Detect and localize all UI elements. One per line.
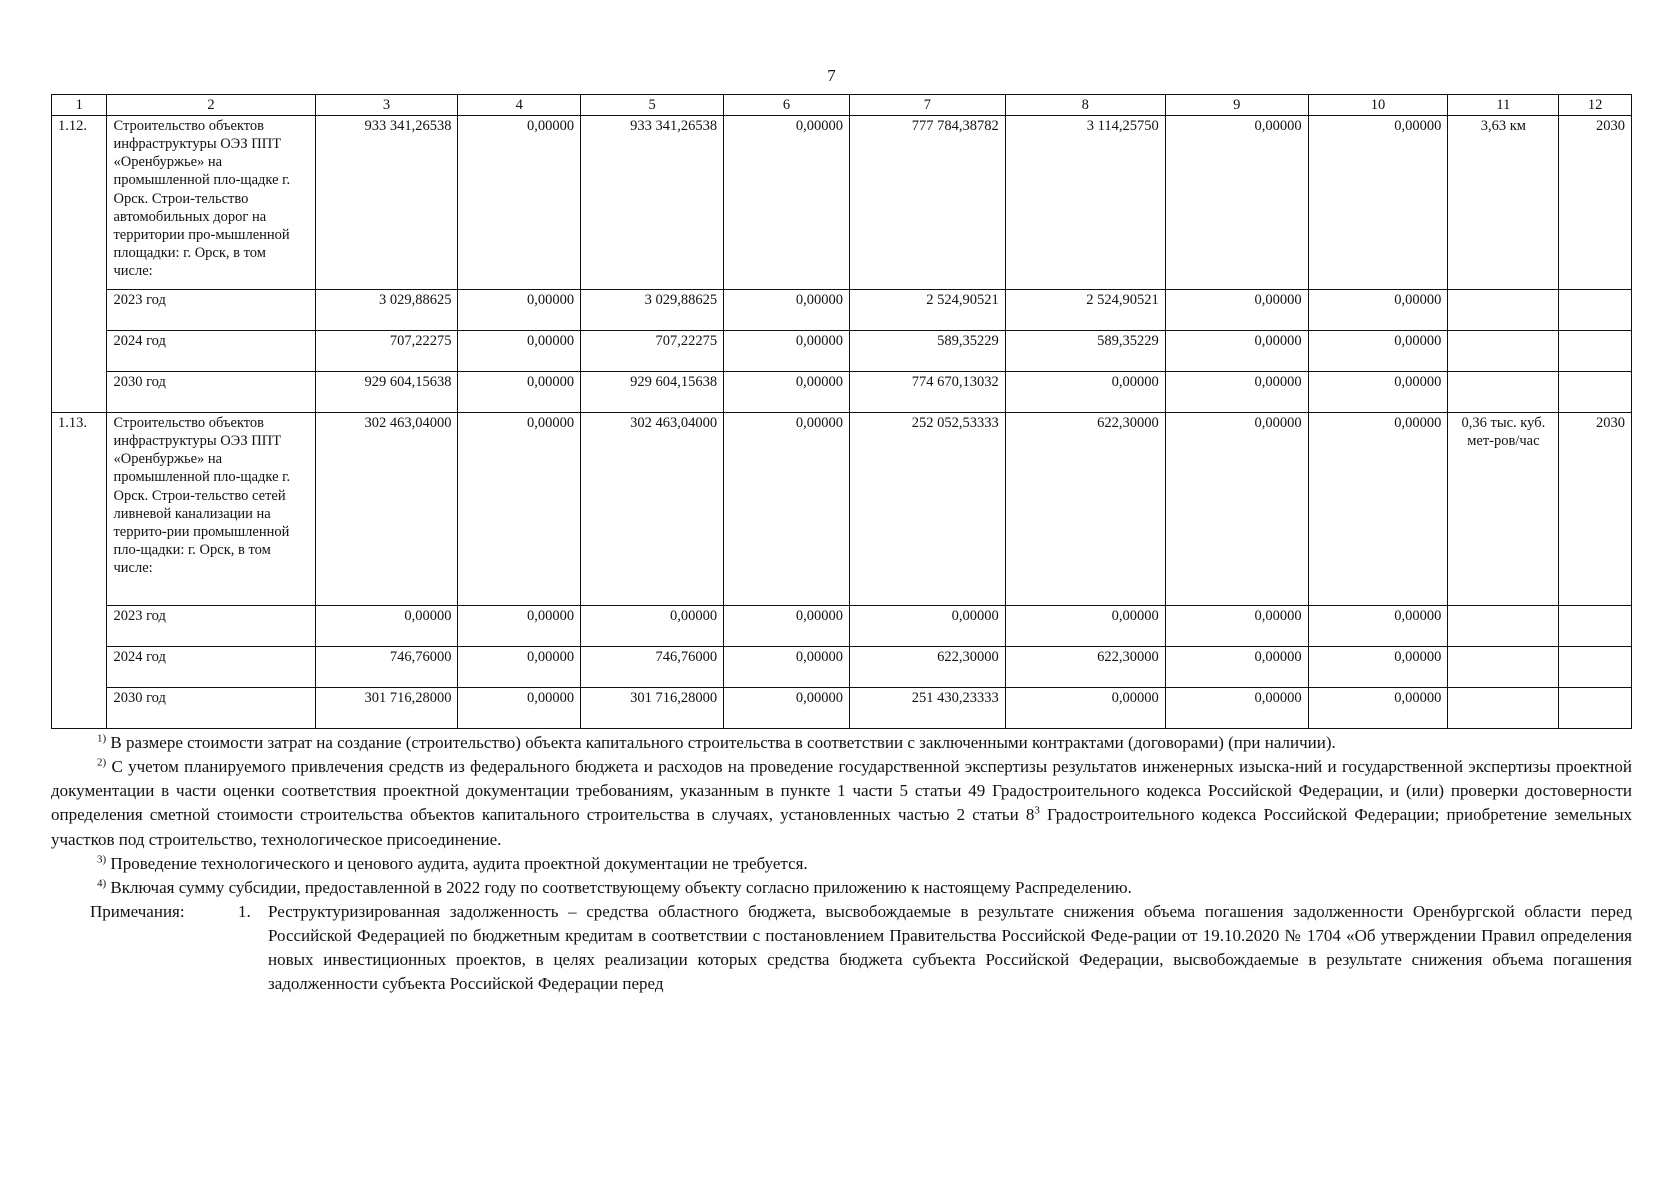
cell-value: 3 029,88625 bbox=[581, 290, 724, 331]
cell-value: 589,35229 bbox=[849, 331, 1005, 372]
cell-value: 0,00000 bbox=[1308, 606, 1448, 647]
footnote-text: С учетом планируемого привлечения средств из федерального бюджета и расходов на проведение государственной экспертизы результатов инженерных изыска-ний и государственной экспертизы проектной документации в части оценки соответствия проектной документации требованиям, указанным в пункте 1 части 5 статьи 49 Градостроительного кодекса Российской Федерации, и (или) проверки достоверности определения сметной стоимости строительства объектов капитального строительства в случаях, установленных частью 2 статьи 8 bbox=[51, 757, 1632, 825]
year-label: 2024 год bbox=[107, 647, 315, 688]
empty-cell bbox=[1559, 290, 1632, 331]
cell-value: 0,00000 bbox=[1165, 647, 1308, 688]
table-row bbox=[52, 290, 1632, 331]
cell-value: 929 604,15638 bbox=[315, 372, 458, 413]
cell-value: 589,35229 bbox=[1005, 331, 1165, 372]
cell-value: 0,00000 bbox=[458, 372, 581, 413]
footnote-text: Проведение технологического и ценового аудита, аудита проектной документации не требуется. bbox=[110, 853, 808, 873]
year-label: 2023 год bbox=[107, 290, 315, 331]
year-label: 2030 год bbox=[107, 372, 315, 413]
empty-cell bbox=[1559, 606, 1632, 647]
cell-value: 302 463,04000 bbox=[581, 413, 724, 606]
empty-cell bbox=[1448, 290, 1559, 331]
table-header-row bbox=[52, 95, 1632, 116]
empty-cell bbox=[1448, 688, 1559, 729]
empty-cell bbox=[1559, 688, 1632, 729]
year-label: 2023 год bbox=[107, 606, 315, 647]
cell-value: 746,76000 bbox=[581, 647, 724, 688]
cell-value: 0,00000 bbox=[458, 688, 581, 729]
table-row bbox=[52, 606, 1632, 647]
col-header: 3 bbox=[315, 95, 458, 116]
cell-value: 622,30000 bbox=[1005, 413, 1165, 606]
empty-cell bbox=[1559, 331, 1632, 372]
footnote-text: В размере стоимости затрат на создание (строительство) объекта капитального строительства в соответствии с заключенными контрактами (договорами) (при наличии). bbox=[110, 733, 1336, 752]
cell-value: 0,00000 bbox=[724, 331, 850, 372]
cell-value: 0,00000 bbox=[1165, 116, 1308, 290]
cell-value: 0,00000 bbox=[1165, 331, 1308, 372]
footnote-2 bbox=[51, 755, 1632, 852]
cell-value: 622,30000 bbox=[1005, 647, 1165, 688]
cell-value: 0,00000 bbox=[1005, 688, 1165, 729]
cell-value: 0,00000 bbox=[1308, 688, 1448, 729]
year-value: 2030 bbox=[1559, 413, 1632, 606]
empty-cell bbox=[1448, 372, 1559, 413]
table-row bbox=[52, 688, 1632, 729]
year-label: 2024 год bbox=[107, 331, 315, 372]
cell-value: 0,00000 bbox=[1308, 116, 1448, 290]
cell-value: 0,00000 bbox=[1005, 606, 1165, 647]
empty-cell bbox=[1448, 606, 1559, 647]
col-header: 11 bbox=[1448, 95, 1559, 116]
footnotes bbox=[51, 731, 1632, 996]
cell-value: 777 784,38782 bbox=[849, 116, 1005, 290]
cell-value: 0,00000 bbox=[458, 290, 581, 331]
footnote-text: Включая сумму субсидии, предоставленной в 2022 году по соответствующему объекту согласно приложению к настоящему Распределению. bbox=[110, 877, 1132, 897]
row-index: 1.13. bbox=[52, 413, 107, 729]
col-header: 12 bbox=[1559, 95, 1632, 116]
col-header: 1 bbox=[52, 95, 107, 116]
remarks bbox=[51, 900, 1632, 997]
cell-value: 0,00000 bbox=[1165, 372, 1308, 413]
cell-value: 0,00000 bbox=[724, 688, 850, 729]
cell-value: 0,00000 bbox=[724, 413, 850, 606]
cell-value: 0,00000 bbox=[315, 606, 458, 647]
col-header: 7 bbox=[849, 95, 1005, 116]
cell-value: 707,22275 bbox=[581, 331, 724, 372]
cell-value: 0,00000 bbox=[1165, 688, 1308, 729]
cell-value: 301 716,28000 bbox=[315, 688, 458, 729]
page-number: 7 bbox=[827, 66, 836, 85]
col-header: 9 bbox=[1165, 95, 1308, 116]
footnote-mark: 2) bbox=[97, 756, 107, 769]
empty-cell bbox=[1559, 647, 1632, 688]
table-row bbox=[52, 372, 1632, 413]
cell-value: 0,00000 bbox=[1308, 647, 1448, 688]
table-row bbox=[52, 331, 1632, 372]
col-header: 5 bbox=[581, 95, 724, 116]
cell-value: 0,00000 bbox=[724, 116, 850, 290]
cell-value: 2 524,90521 bbox=[849, 290, 1005, 331]
cell-value: 0,00000 bbox=[1308, 413, 1448, 606]
cell-value: 622,30000 bbox=[849, 647, 1005, 688]
empty-cell bbox=[1448, 331, 1559, 372]
cell-value: 746,76000 bbox=[315, 647, 458, 688]
cell-value: 0,00000 bbox=[458, 413, 581, 606]
cell-value: 301 716,28000 bbox=[581, 688, 724, 729]
col-header: 4 bbox=[458, 95, 581, 116]
remark-text: Реструктуризированная задолженность – средства областного бюджета, высвобождаемые в результате снижения объема погашения задолженности Оренбургской области перед Российской Федерацией по бюджетным кредитам в соответствии с постановлением Правительства Российской Феде-рации от 19.10.2020 № 1704 «Об утверждении Правил определения новых инвестиционных проектов, в целях реализации которых средства бюджета субъекта Российской Федерации, высвобождаемые в результате снижения объема погашения задолженности субъекта Российской Федерации перед bbox=[268, 901, 1632, 994]
cell-value: 0,00000 bbox=[458, 606, 581, 647]
table-row bbox=[52, 413, 1632, 606]
empty-cell bbox=[1448, 647, 1559, 688]
remark-number: 1. bbox=[238, 901, 251, 921]
object-name: Строительство объектов инфраструктуры ОЭЗ ППТ «Оренбуржье» на промышленной пло-щадке г. Орск. Строи-тельство автомобильных дорог на территории про-мышленной площадки: г. Орск, в том числе: bbox=[107, 116, 315, 290]
cell-value: 251 430,23333 bbox=[849, 688, 1005, 729]
superscript: 3 bbox=[1034, 804, 1040, 817]
cell-value: 0,00000 bbox=[1165, 413, 1308, 606]
cell-value: 933 341,26538 bbox=[315, 116, 458, 290]
cell-value: 0,00000 bbox=[724, 290, 850, 331]
cell-value: 0,00000 bbox=[1165, 606, 1308, 647]
cell-value: 0,00000 bbox=[581, 606, 724, 647]
footnote-mark: 3) bbox=[97, 852, 107, 865]
cell-value: 707,22275 bbox=[315, 331, 458, 372]
cell-value: 0,00000 bbox=[1308, 290, 1448, 331]
footnote-text: Градостроительного кодекса Российской Федерации; приобретение земельных участков под строительство, технологическое присоединение. bbox=[51, 805, 1632, 849]
cell-value: 3 114,25750 bbox=[1005, 116, 1165, 290]
year-value: 2030 bbox=[1559, 116, 1632, 290]
cell-value: 933 341,26538 bbox=[581, 116, 724, 290]
year-label: 2030 год bbox=[107, 688, 315, 729]
budget-table bbox=[51, 94, 1632, 729]
cell-value: 0,00000 bbox=[1165, 290, 1308, 331]
object-name: Строительство объектов инфраструктуры ОЭЗ ППТ «Оренбуржье» на промышленной пло-щадке г. Орск. Строи-тельство сетей ливневой канализации на террито-рии промышленной пло-щадки: г. Орск, в том числе: bbox=[107, 413, 315, 606]
cell-value: 0,00000 bbox=[1005, 372, 1165, 413]
cell-value: 0,00000 bbox=[724, 372, 850, 413]
cell-value: 0,00000 bbox=[849, 606, 1005, 647]
cell-value: 0,00000 bbox=[724, 647, 850, 688]
col-header: 2 bbox=[107, 95, 315, 116]
cell-value: 252 052,53333 bbox=[849, 413, 1005, 606]
footnote-4 bbox=[51, 876, 1632, 900]
table-row bbox=[52, 647, 1632, 688]
indicator-value: 3,63 км bbox=[1448, 116, 1559, 290]
cell-value: 0,00000 bbox=[458, 116, 581, 290]
cell-value: 302 463,04000 bbox=[315, 413, 458, 606]
empty-cell bbox=[1559, 372, 1632, 413]
cell-value: 0,00000 bbox=[458, 647, 581, 688]
cell-value: 0,00000 bbox=[1308, 372, 1448, 413]
cell-value: 774 670,13032 bbox=[849, 372, 1005, 413]
cell-value: 3 029,88625 bbox=[315, 290, 458, 331]
footnote-mark: 4) bbox=[97, 877, 107, 890]
table-row bbox=[52, 116, 1632, 290]
footnote-1 bbox=[51, 731, 1632, 755]
row-index: 1.12. bbox=[52, 116, 107, 413]
cell-value: 0,00000 bbox=[724, 606, 850, 647]
col-header: 8 bbox=[1005, 95, 1165, 116]
col-header: 6 bbox=[724, 95, 850, 116]
cell-value: 0,00000 bbox=[1308, 331, 1448, 372]
col-header: 10 bbox=[1308, 95, 1448, 116]
cell-value: 2 524,90521 bbox=[1005, 290, 1165, 331]
indicator-value: 0,36 тыс. куб. мет-ров/час bbox=[1448, 413, 1559, 606]
cell-value: 929 604,15638 bbox=[581, 372, 724, 413]
cell-value: 0,00000 bbox=[458, 331, 581, 372]
footnote-mark: 1) bbox=[97, 732, 107, 745]
remarks-label: Примечания: bbox=[90, 901, 185, 921]
footnote-3 bbox=[51, 852, 1632, 876]
